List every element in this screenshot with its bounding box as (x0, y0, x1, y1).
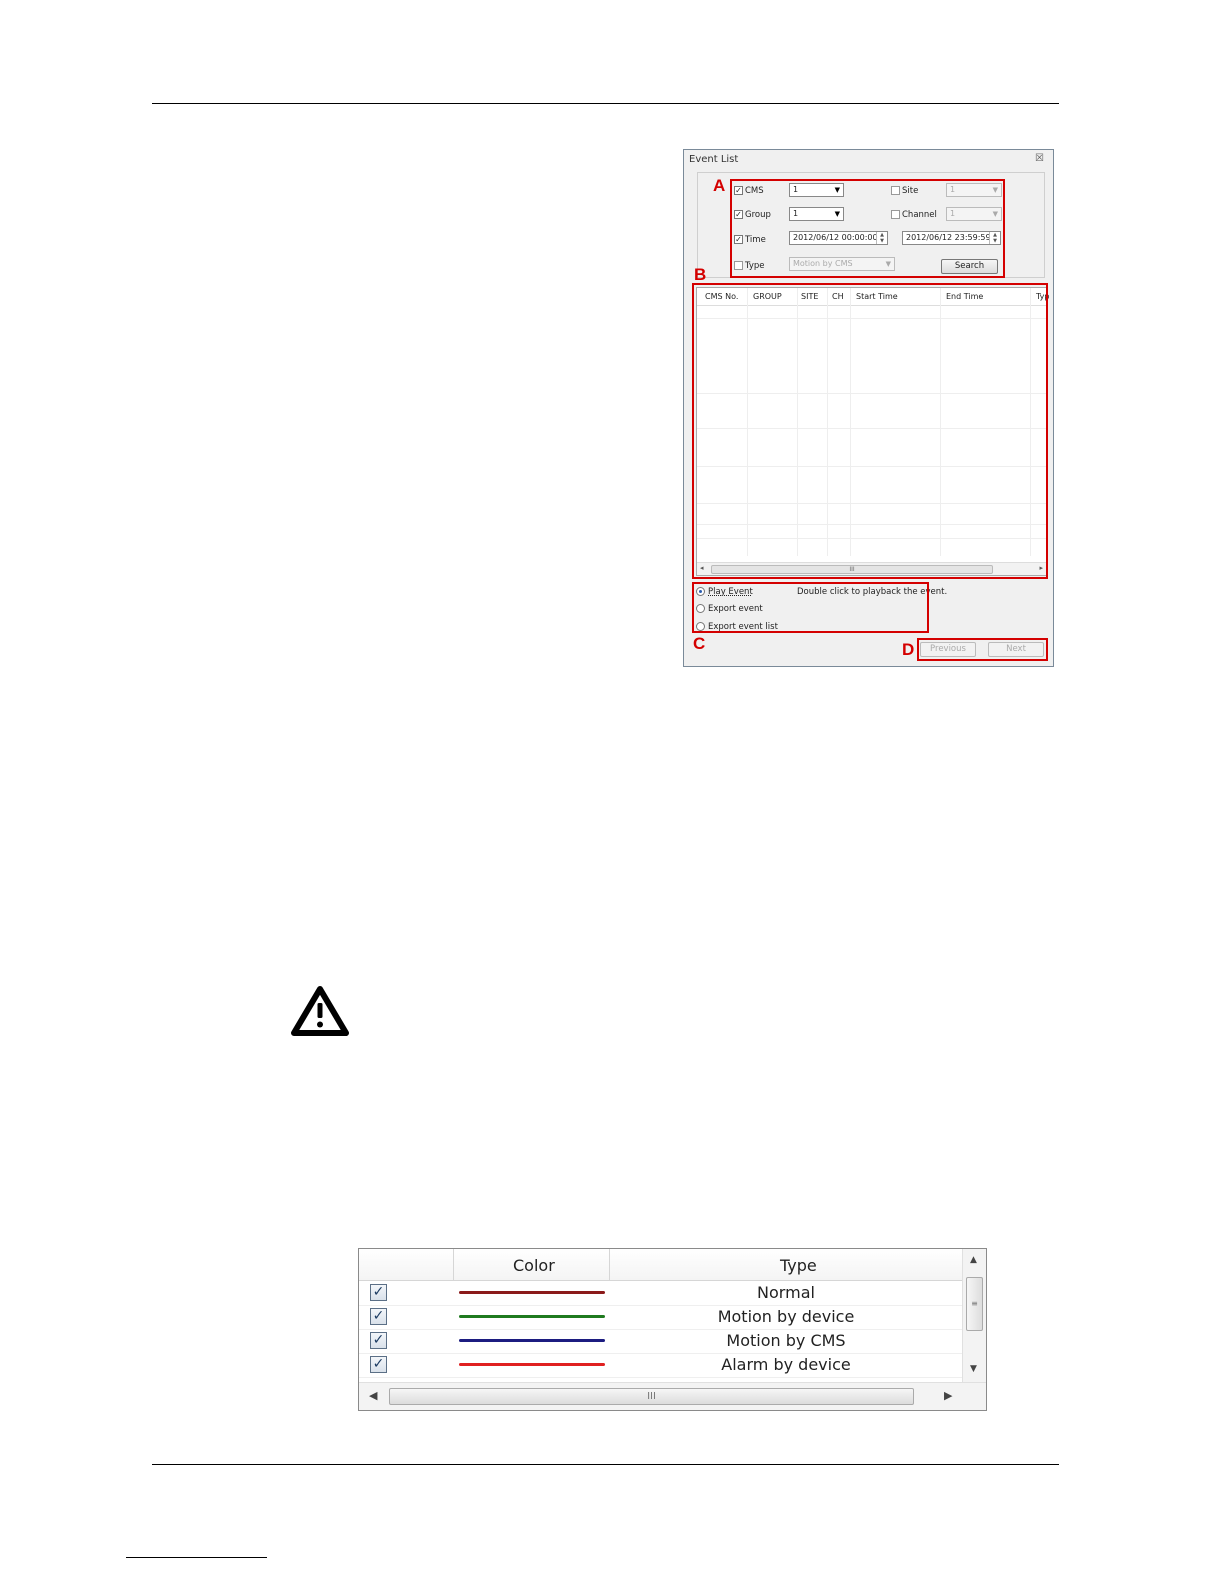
export-event-list-label: Export event list (708, 622, 778, 632)
previous-button[interactable]: Previous (920, 642, 976, 657)
callout-label-c: C (693, 634, 706, 653)
spinner-icon[interactable]: ▲ ▼ (989, 232, 1000, 244)
column-header-cms-no[interactable]: CMS No. (705, 292, 739, 301)
export-event-label: Export event (708, 604, 763, 614)
type-label: Normal (757, 1283, 815, 1302)
color-swatch-line (459, 1291, 605, 1294)
caution-triangle-icon (291, 985, 349, 1037)
event-list-dialog (683, 149, 1054, 667)
type-label: Type (745, 261, 765, 271)
color-row-alarm-by-device (359, 1353, 963, 1378)
scroll-left-icon[interactable]: ◀ (369, 1389, 378, 1402)
type-label: Motion by CMS (726, 1331, 846, 1350)
scroll-thumb[interactable]: ≡ (966, 1277, 983, 1331)
cms-label: CMS (745, 186, 764, 196)
color-swatch-line (459, 1315, 605, 1318)
channel-label: Channel (902, 210, 937, 220)
site-select-value: 1 (950, 185, 956, 194)
chevron-down-icon: ▼ (992, 186, 998, 194)
type-select-value: Motion by CMS (793, 259, 853, 268)
play-event-label: Play Event (708, 587, 753, 597)
scroll-right-icon[interactable]: ▶ (944, 1389, 953, 1402)
search-button[interactable]: Search (941, 259, 998, 274)
color-row-motion-by-device (359, 1305, 963, 1330)
footnote-rule (126, 1557, 267, 1558)
color-table-header (359, 1249, 963, 1281)
column-header-group[interactable]: GROUP (753, 292, 782, 301)
color-swatch-line (459, 1363, 605, 1366)
type-label: Motion by device (717, 1307, 855, 1326)
callout-box-d (917, 638, 1048, 661)
scroll-down-icon[interactable]: ▼ (970, 1364, 977, 1374)
end-time-value: 2012/06/12 23:59:59 (906, 233, 991, 242)
color-swatch-line (459, 1339, 605, 1342)
time-checkbox[interactable]: ✓ (735, 235, 742, 244)
callout-box-b (692, 283, 1048, 579)
spinner-icon[interactable]: ▲ ▼ (876, 232, 887, 244)
callout-label-b: B (694, 265, 707, 284)
group-checkbox[interactable]: ✓ (735, 210, 742, 219)
column-header-end-time[interactable]: End Time (946, 292, 984, 301)
callout-label-d: D (902, 640, 915, 659)
type-label: Alarm by device (721, 1355, 851, 1374)
column-header-ch[interactable]: CH (832, 292, 844, 301)
time-label: Time (745, 235, 766, 245)
footer-rule (152, 1464, 1059, 1465)
scroll-left-icon[interactable]: ◂ (700, 564, 704, 572)
chevron-down-icon: ▼ (885, 260, 891, 268)
scroll-up-icon[interactable]: ▲ (970, 1255, 977, 1265)
row-checkbox[interactable]: ✓ (370, 1308, 387, 1325)
vertical-scrollbar[interactable] (962, 1249, 986, 1383)
scroll-thumb[interactable]: III (389, 1388, 914, 1405)
type-column-header: Type (780, 1256, 817, 1275)
chevron-down-icon: ▼ (834, 210, 840, 218)
close-icon[interactable]: ☒ (1035, 153, 1044, 164)
row-checkbox[interactable]: ✓ (370, 1332, 387, 1349)
header-divider (609, 1249, 610, 1280)
cms-select-value: 1 (793, 185, 799, 194)
cms-checkbox[interactable]: ✓ (735, 186, 742, 195)
callout-box-a (730, 179, 1005, 278)
color-row-motion-by-cms (359, 1329, 963, 1354)
callout-label-a: A (713, 176, 726, 195)
column-header-start-time[interactable]: Start Time (856, 292, 898, 301)
group-label: Group (745, 210, 771, 220)
header-divider (453, 1249, 454, 1280)
group-select-value: 1 (793, 209, 799, 218)
next-button[interactable]: Next (988, 642, 1044, 657)
start-time-value: 2012/06/12 00:00:00 (793, 233, 878, 242)
scroll-right-icon[interactable]: ▸ (1039, 564, 1043, 572)
row-checkbox[interactable]: ✓ (370, 1356, 387, 1373)
header-rule (152, 103, 1059, 104)
chevron-down-icon: ▼ (992, 210, 998, 218)
column-header-type[interactable]: Typ (1036, 292, 1050, 301)
scroll-thumb[interactable]: III (711, 565, 993, 574)
column-header-site[interactable]: SITE (801, 292, 819, 301)
channel-select-value: 1 (950, 209, 956, 218)
horizontal-scrollbar[interactable] (359, 1382, 986, 1410)
color-row-normal (359, 1281, 963, 1306)
callout-box-c (692, 582, 929, 633)
color-column-header: Color (513, 1256, 555, 1275)
event-color-type-table (358, 1248, 987, 1411)
chevron-down-icon: ▼ (834, 186, 840, 194)
dialog-title: Event List (689, 154, 739, 165)
row-checkbox[interactable]: ✓ (370, 1284, 387, 1301)
play-event-hint: Double click to playback the event. (797, 587, 948, 597)
site-label: Site (902, 186, 919, 196)
